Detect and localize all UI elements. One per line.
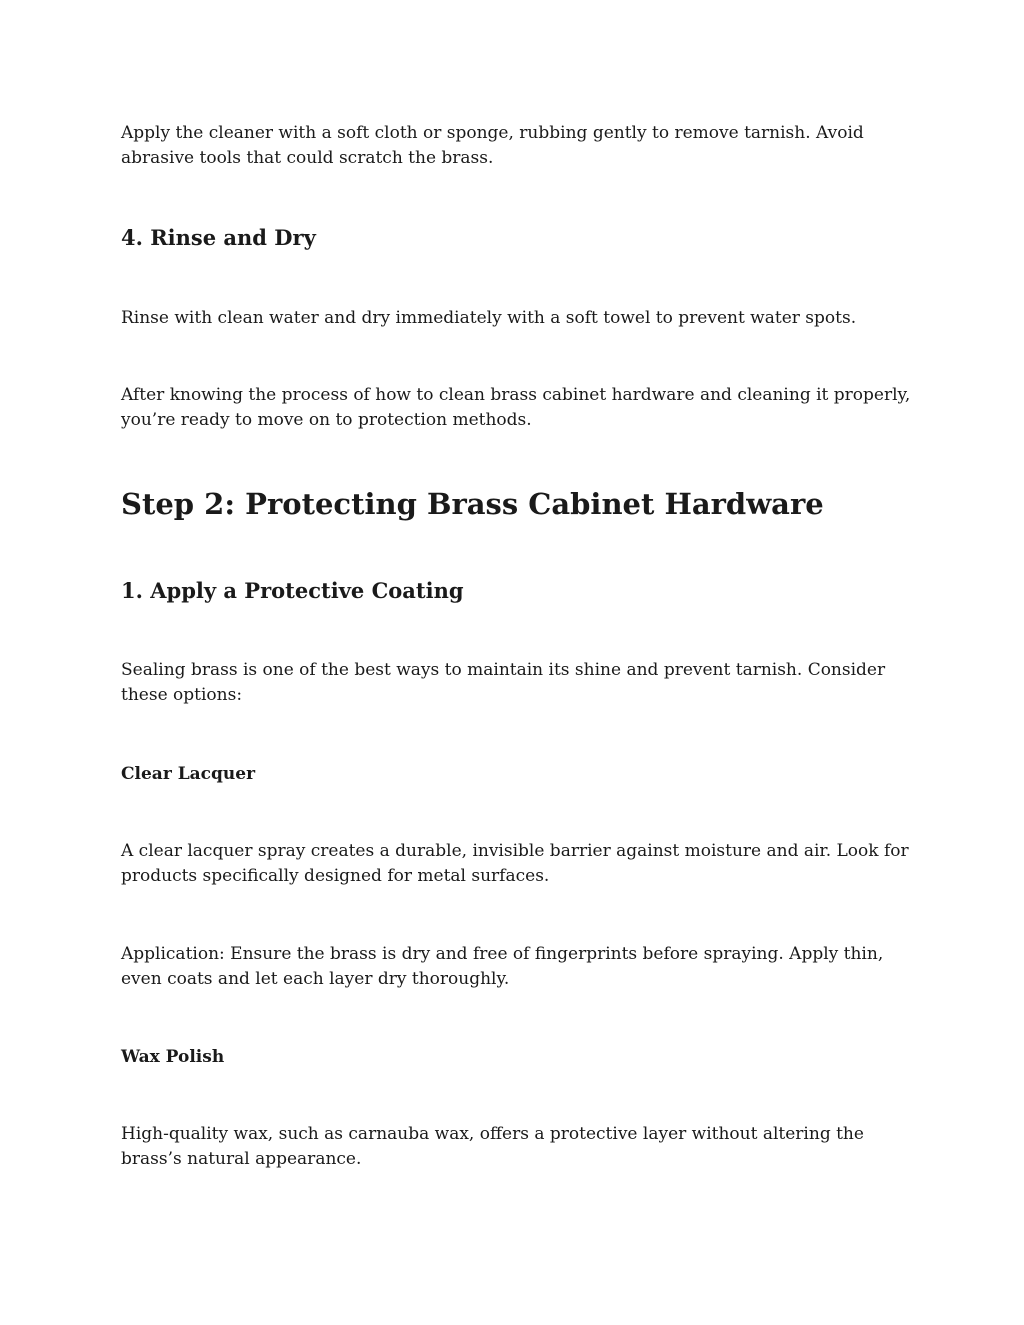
- heading-protective-coating: 1. Apply a Protective Coating: [121, 578, 464, 603]
- paragraph-lacquer: A clear lacquer spray creates a durable, invisible barrier against moisture and air. Look for products specifically designed for metal surfaces.: [121, 841, 909, 886]
- heading-clear-lacquer: Clear Lacquer: [121, 764, 256, 784]
- heading-rinse-and-dry: 4. Rinse and Dry: [121, 225, 316, 250]
- paragraph-after-knowing: After knowing the process of how to clean brass cabinet hardware and cleaning it properly, you’re ready to move on to protection methods.: [121, 385, 911, 430]
- paragraph-wax: High-quality wax, such as carnauba wax, offers a protective layer without altering the brass’s natural appearance.: [121, 1124, 864, 1169]
- paragraph-rinse: Rinse with clean water and dry immediately with a soft towel to prevent water spots.: [121, 308, 857, 328]
- paragraph-application: Application: Ensure the brass is dry and free of fingerprints before spraying. Apply thin, even coats and let each layer dry thoroughly.: [121, 944, 884, 989]
- heading-step-2: Step 2: Protecting Brass Cabinet Hardware: [121, 487, 824, 521]
- paragraph-sealing: Sealing brass is one of the best ways to maintain its shine and prevent tarnish. Consider these options:: [121, 660, 886, 705]
- paragraph-apply-cleaner: Apply the cleaner with a soft cloth or sponge, rubbing gently to remove tarnish. Avoid abrasive tools that could scratch the brass.: [121, 123, 864, 168]
- heading-wax-polish: Wax Polish: [121, 1047, 225, 1067]
